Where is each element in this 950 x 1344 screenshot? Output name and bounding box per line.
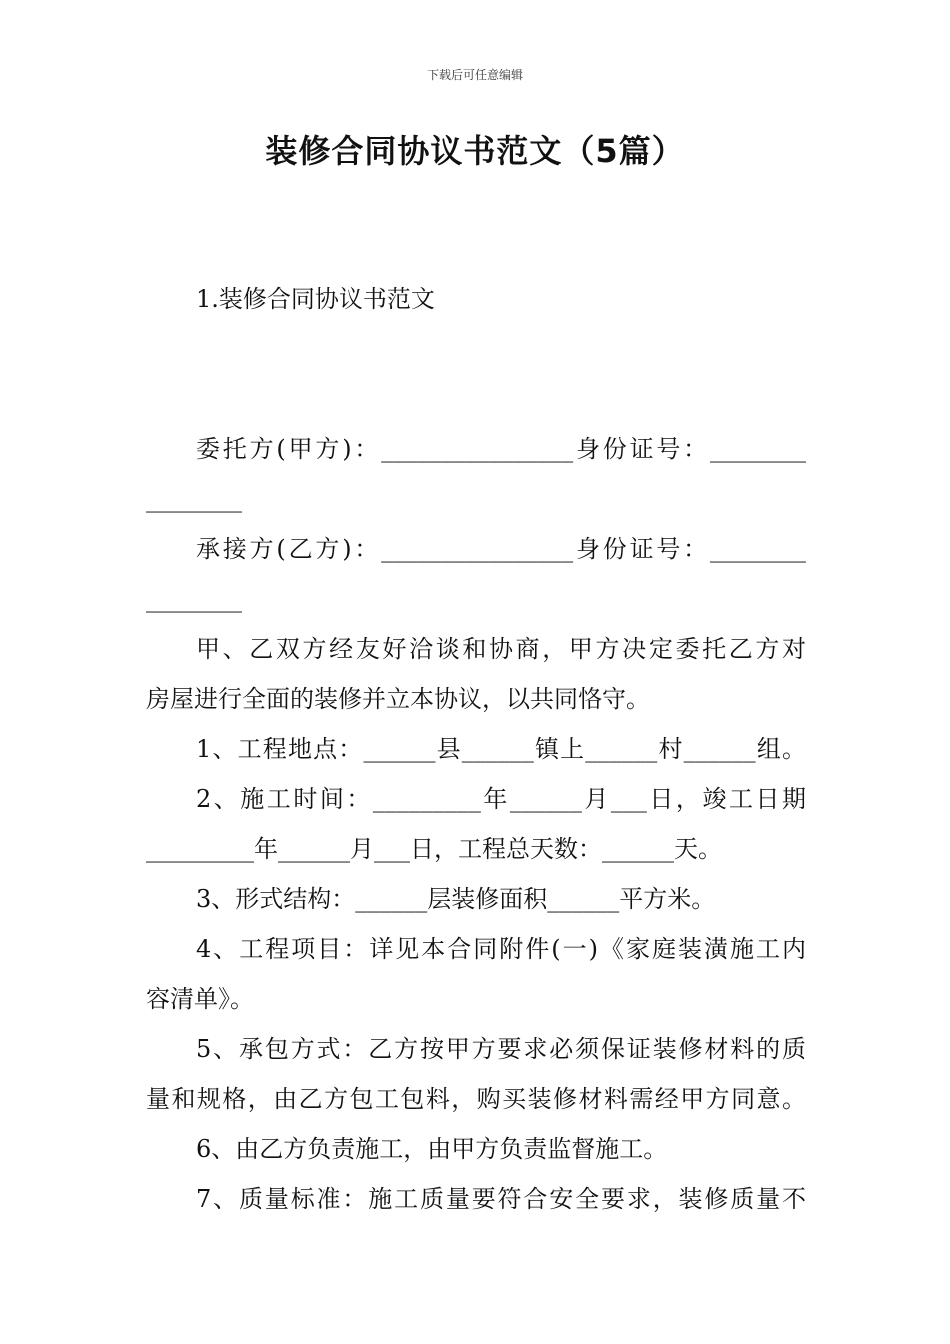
clause-7-quality-line-1: 7、质量标准：施工质量要符合安全要求，装修质量不 [196, 1185, 806, 1213]
clause-2-schedule-line-2: _________年______月___日，工程总天数：______天。 [146, 835, 722, 863]
intro-paragraph-line-1: 甲、乙双方经友好洽谈和协商，甲方决定委托乙方对 [196, 635, 806, 663]
clause-1-location: 1、工程地点：______县______镇上______村______组。 [196, 735, 806, 763]
clause-2-schedule-line-1: 2、施工时间：_________年______月___日，竣工日期 [196, 785, 806, 813]
party-b-line-continued: ________ [146, 585, 242, 613]
party-a-line: 委托方(甲方)：________________身份证号：________ [196, 435, 806, 463]
party-a-line-continued: ________ [146, 485, 242, 513]
clause-4-project-line-1: 4、工程项目：详见本合同附件(一)《家庭装潢施工内 [196, 935, 806, 963]
clause-6-supervision: 6、由乙方负责施工，由甲方负责监督施工。 [196, 1135, 668, 1163]
clause-5-contracting-line-1: 5、承包方式：乙方按甲方要求必须保证装修材料的质 [196, 1035, 806, 1063]
clause-3-structure: 3、形式结构：______层装修面积______平方米。 [196, 885, 716, 913]
clause-4-project-line-2: 容清单》。 [146, 985, 254, 1013]
header-note: 下载后可任意编辑 [426, 68, 523, 82]
clause-5-contracting-line-2: 量和规格，由乙方包工包料，购买装修材料需经甲方同意。 [146, 1085, 806, 1113]
intro-paragraph-line-2: 房屋进行全面的装修并立本协议，以共同恪守。 [146, 685, 650, 713]
document-title: 装修合同协议书范文（5篇） [265, 132, 685, 170]
section-heading: 1.装修合同协议书范文 [196, 285, 435, 313]
party-b-line: 承接方(乙方)：________________身份证号：________ [196, 535, 806, 563]
